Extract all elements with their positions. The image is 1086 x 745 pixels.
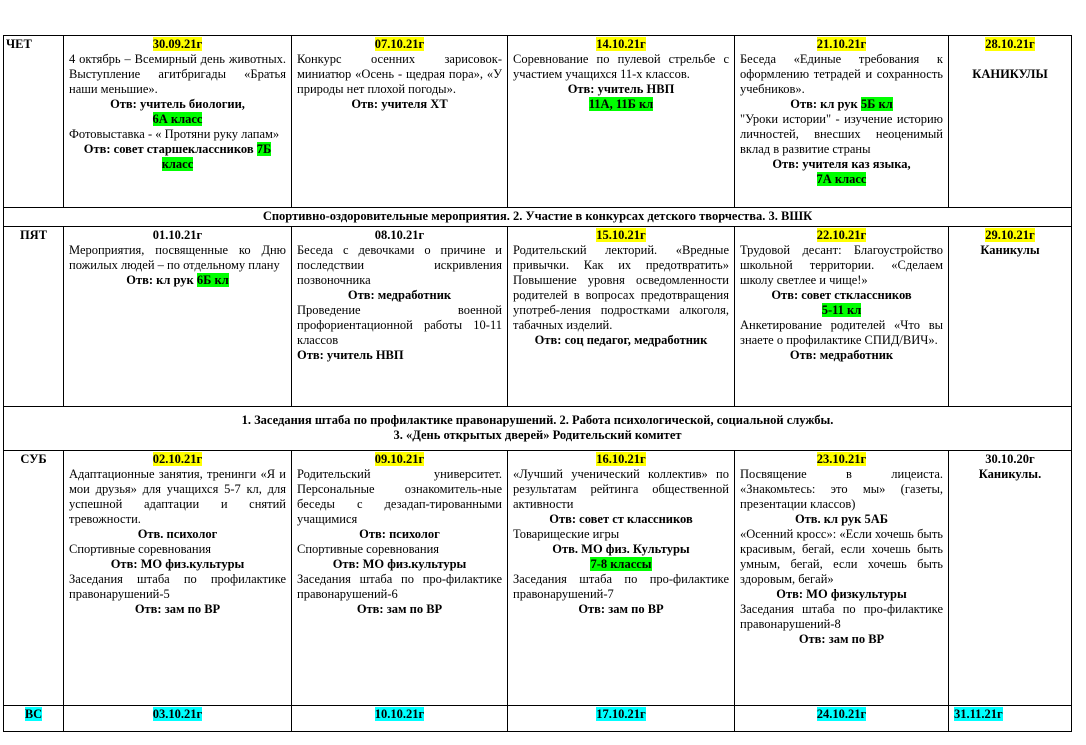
event-text: Товарищеские игры [513,527,620,541]
responsible: Отв: совет старшеклассников [83,142,257,156]
weekly-plan-table [3,35,1072,732]
date: 30.10.20г [985,452,1035,466]
cell-sun-1 [64,706,292,732]
responsible: Отв: МО физ.культуры [332,557,467,571]
date: 24.10.21г [816,707,867,721]
event-text: Адаптационные занятия, тренинги «Я и мои друзья» для учащихся 5-7 кл, для успешной адаптации и снятий тревожности. [69,467,286,526]
date: 28.10.21г [985,37,1035,51]
event-text: 4 октябрь – Всемирный день животных. Выступление агитбригады «Братья наши меньшие». [69,52,286,96]
event-text: Заседания штаба по профилактике правонарушений-5 [69,572,286,601]
cell-fri-3 [508,227,735,407]
cell-sat-1 [64,451,292,706]
class-badge: 6А класс [152,112,203,126]
responsible: Отв: совет ст классников [549,512,693,526]
responsible: Отв: учитель биологии, [110,97,245,111]
event-text: «Осенний кросс»: «Если хочешь быть красивым, бегай, если хочешь быть умным, бегай, если хочешь быть здоровым, бегай» [740,527,943,586]
section-heading-line: 3. «День открытых дверей» Родительский комитет [393,428,682,442]
date: 23.10.21г [816,452,867,466]
cell-sun-2 [292,706,508,732]
holiday-label: Каникулы. [978,467,1042,481]
cell-fri-2 [292,227,508,407]
class-badge: 6Б кл [196,273,229,287]
responsible: Отв: МО физ.культуры [110,557,245,571]
event-text: Конкурс осенних зарисовок-миниатюр «Осень - щедрая пора», «У природы нет плохой погоды». [297,52,502,96]
date: 31.11.21г [954,707,1003,721]
responsible: Отв: кл рук [126,273,197,287]
responsible: Отв: МО физкультуры [776,587,907,601]
responsible: Отв: зам по ВР [356,602,443,616]
event-text: Заседания штаба по про-филактике правонарушений-7 [513,572,729,601]
class-badge: 11А, 11Б кл [588,97,654,111]
event-text: Беседа «Единые требования к оформлению тетрадей и сохранность учебников». [740,52,943,96]
responsible: Отв: медработник [347,288,452,302]
event-text: Заседания штаба по про-филактике правонарушений-8 [740,602,943,631]
class-badge: 7Б класс [161,142,272,171]
responsible: Отв: медработник [789,348,894,362]
event-text: Проведение военной профориентационной работы 10-11 классов [297,303,502,347]
responsible: Отв. кл рук 5АБ [794,512,889,526]
date: 22.10.21г [816,228,867,242]
cell-thu-2 [292,36,508,208]
day-label: ЧЕТ [4,36,64,208]
row-thursday [4,36,1072,208]
class-badge: 7А класс [816,172,867,186]
cell-sun-4 [735,706,949,732]
day-label: СУБ [4,451,64,706]
holiday-label: КАНИКУЛЫ [972,67,1048,81]
holiday-label: Каникулы [980,243,1040,257]
section-heading [4,407,1072,451]
event-text: Беседа с девочками о причине и последствии искривления позвоночника [297,243,502,287]
date: 15.10.21г [596,228,646,242]
day-label: ВС [4,706,64,732]
responsible: Отв: кл рук [790,97,861,111]
event-text: Фотовыставка - « Протяни руку лапам» [69,127,280,141]
date: 07.10.21г [374,37,425,51]
section-heading-line: 1. Заседания штаба по профилактике правонарушений. 2. Работа психологической, социальной службы. [241,413,834,427]
date: 01.10.21г [152,228,203,242]
responsible: Отв. психолог [137,527,218,541]
row-saturday [4,451,1072,706]
date: 16.10.21г [596,452,646,466]
cell-thu-1 [64,36,292,208]
responsible: Отв: учителя ХТ [351,97,448,111]
event-text: Спортивные соревнования [297,542,440,556]
date: 30.09.21г [152,37,203,51]
event-text: Соревнование по пулевой стрельбе с участием учащихся 11-х классов. [513,52,729,81]
cell-sun-5 [949,706,1072,732]
class-badge: 7-8 классы [590,557,652,571]
responsible: Отв: учитель НВП [567,82,675,96]
responsible: Отв: совет стклассников [771,288,912,302]
cell-thu-4 [735,36,949,208]
responsible: Отв: психолог [359,527,440,541]
band-row-2 [4,407,1072,451]
date: 21.10.21г [816,37,867,51]
event-text: Посвящение в лицеиста. «Знакомьтесь: это мы» (газеты, презентации классов) [740,467,943,511]
responsible: Отв: зам по ВР [578,602,664,616]
class-badge: 5-11 кл [821,303,862,317]
cell-thu-5 [949,36,1072,208]
date: 29.10.21г [985,228,1035,242]
cell-fri-4 [735,227,949,407]
cell-sat-4 [735,451,949,706]
date: 08.10.21г [374,228,425,242]
responsible: Отв: зам по ВР [134,602,221,616]
event-text: Родительский университет. Персональные ознакомитель-ные беседы с дезадап-тированными учащимися [297,467,502,526]
row-sunday [4,706,1072,732]
event-text: Трудовой десант: Благоустройство школьной территории. «Сделаем школу светлее и чище!» [740,243,943,287]
day-label: ПЯТ [4,227,64,407]
cell-sun-3 [508,706,735,732]
responsible: Отв: учителя каз языка, [772,157,911,171]
cell-fri-1 [64,227,292,407]
row-friday [4,227,1072,407]
event-text: Спортивные соревнования [69,542,212,556]
event-text: «Лучший ученический коллектив» по результатам рейтинга общественной активности [513,467,729,511]
date: 09.10.21г [374,452,425,466]
event-text: Заседания штаба по про-филактике правонарушений-6 [297,572,502,601]
cell-fri-5 [949,227,1072,407]
date: 14.10.21г [596,37,646,51]
responsible: Отв: зам по ВР [798,632,885,646]
cell-sat-2 [292,451,508,706]
band-row-1 [4,208,1072,227]
date: 17.10.21г [596,707,646,721]
event-text: Анкетирование родителей «Что вы знаете о профилактике СПИД/ВИЧ». [740,318,943,347]
date: 03.10.21г [152,707,203,721]
event-text: Мероприятия, посвященные ко Дню пожилых людей – по отдельному плану [69,243,286,272]
cell-thu-3 [508,36,735,208]
cell-sat-5 [949,451,1072,706]
event-text: "Уроки истории" - изучение историю личностей, внесших неоценимый вклад в развитие страны [740,112,943,156]
date: 02.10.21г [152,452,203,466]
responsible: Отв. МО физ. Культуры [552,542,690,556]
responsible: Отв: соц педагог, медработник [534,333,708,347]
cell-sat-3 [508,451,735,706]
class-badge: 5Б кл [860,97,893,111]
event-text: Родительский лекторий. «Вредные привычки. Как их предотвратить» Повышение уровня осведомленности родителей в вопросах предотвращения употреб-ления подростками алкоголя, табачных изделий. [513,243,729,332]
section-heading: Спортивно-оздоровительные мероприятия. 2. Участие в конкурсах детского творчества. 3. ВШК [4,208,1072,227]
responsible: Отв: учитель НВП [297,348,404,362]
date: 10.10.21г [374,707,425,721]
